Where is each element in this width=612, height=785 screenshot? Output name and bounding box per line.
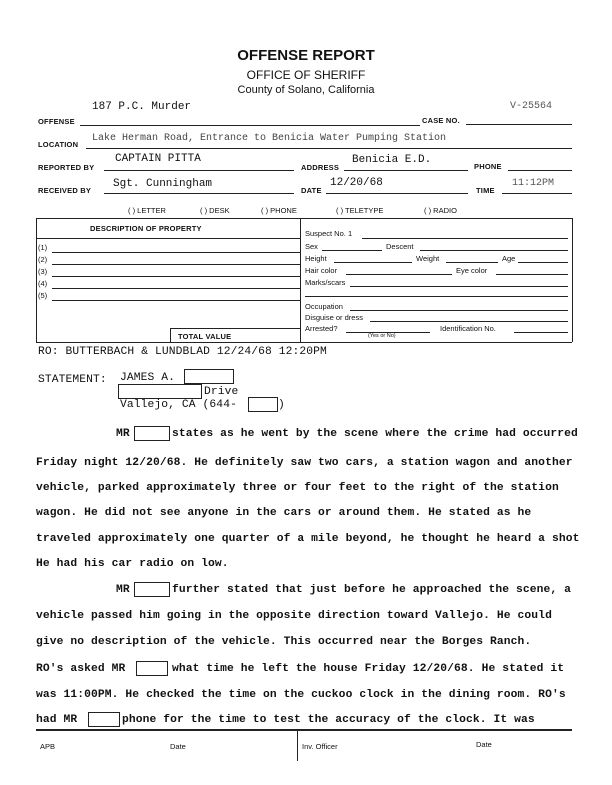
property-row-3: (3): [38, 267, 48, 276]
case-no-value: V-25564: [510, 101, 553, 112]
p1-line-4: wagon. He did not see anyone in the cars or around them. He stated as he: [36, 507, 532, 519]
received-by-label: RECEIVED BY: [38, 186, 92, 195]
statement-label: STATEMENT:: [38, 374, 107, 386]
address-label: ADDRESS: [301, 163, 340, 172]
suspect-disguise: Disguise or dress: [305, 313, 363, 322]
mr-prefix: MR: [116, 428, 130, 440]
p1-line-2: Friday night 12/20/68. He definitely saw two cars, a station wagon and another: [36, 457, 573, 469]
suspect-sex: Sex: [305, 242, 318, 251]
contact-desk: ( ) DESK: [200, 206, 230, 215]
ro-line: RO: BUTTERBACH & LUNDBLAD 12/24/68 12:20PM: [38, 346, 327, 358]
p3-line-2: was 11:00PM. He checked the time on the cuckoo clock in the dining room. RO's: [36, 689, 566, 701]
p3-line-1: what time he left the house Friday 12/20/68. He stated it: [172, 663, 565, 675]
property-heading: DESCRIPTION OF PROPERTY: [90, 224, 202, 233]
p2-line-2: vehicle passed him going in the opposite direction toward Vallejo. He could: [36, 610, 552, 622]
date-value: 12/20/68: [330, 177, 383, 189]
suspect-age: Age: [502, 254, 516, 263]
reported-by-label: REPORTED BY: [38, 163, 95, 172]
reported-by-value: CAPTAIN PITTA: [115, 153, 201, 165]
city-line-close: ): [278, 399, 285, 411]
contact-teletype: ( ) TELETYPE: [336, 206, 384, 215]
date-label: DATE: [301, 186, 322, 195]
footer-apb: APB: [40, 742, 56, 751]
phone-label: PHONE: [474, 162, 502, 171]
p1-line-6: He had his car radio on low.: [36, 558, 229, 570]
p1-line-1: states as he went by the scene where the crime had occurred: [172, 428, 578, 440]
suspect-occupation: Occupation: [305, 302, 343, 311]
redaction-box: [134, 582, 170, 597]
contact-letter: ( ) LETTER: [128, 206, 166, 215]
p1-line-5: traveled approximately one quarter of a mile beyond, he thought he heard a shot: [36, 533, 580, 545]
office-name: OFFICE OF SHERIFF: [246, 68, 366, 82]
yes-no-hint: (Yes or No): [368, 333, 396, 339]
location-label: LOCATION: [38, 140, 79, 149]
suspect-height: Height: [305, 254, 327, 263]
footer-inv-officer: Inv. Officer: [302, 742, 338, 751]
redaction-box: [136, 661, 168, 676]
mr-prefix: MR: [116, 584, 130, 596]
p3-line-3-prefix: had MR: [36, 714, 78, 726]
contact-radio: ( ) RADIO: [424, 206, 457, 215]
contact-phone: ( ) PHONE: [261, 206, 297, 215]
received-by-value: Sgt. Cunningham: [113, 178, 213, 190]
redaction-box: [184, 369, 234, 384]
time-label: TIME: [476, 186, 495, 195]
total-value-label: TOTAL VALUE: [178, 332, 232, 341]
time-value: 11:12PM: [512, 178, 555, 189]
redaction-box: [88, 712, 120, 727]
statement-name: JAMES A.: [120, 372, 176, 384]
property-row-1: (1): [38, 243, 48, 252]
property-row-4: (4): [38, 279, 48, 288]
case-no-label: CASE NO.: [422, 116, 460, 125]
redaction-box: [248, 397, 278, 412]
suspect-hair-color: Hair color: [305, 266, 338, 275]
suspect-arrested: Arrested?: [305, 324, 338, 333]
suspect-no: Suspect No. 1: [305, 229, 353, 238]
suspect-weight: Weight: [416, 254, 440, 263]
footer-date-2: Date: [476, 740, 492, 749]
offense-label: OFFENSE: [38, 117, 75, 126]
report-title: OFFENSE REPORT: [237, 47, 375, 64]
location-value: Lake Herman Road, Entrance to Benicia Water Pumping Station: [92, 133, 447, 144]
p1-line-3: vehicle, parked approximately three or four feet to the right of the station: [36, 482, 559, 494]
p2-line-3: give no description of the vehicle. This occurred near the Borges Ranch.: [36, 636, 532, 648]
property-row-5: (5): [38, 291, 48, 300]
city-line: Vallejo, CA (644-: [120, 399, 237, 411]
street-suffix: Drive: [204, 386, 239, 398]
offense-value: 187 P.C. Murder: [92, 101, 192, 113]
redaction-box: [118, 384, 202, 399]
redaction-box: [134, 426, 170, 441]
footer-date-1: Date: [170, 742, 186, 751]
county-name: County of Solano, California: [237, 84, 375, 96]
address-value: Benicia E.D.: [352, 154, 432, 166]
suspect-eye-color: Eye color: [456, 266, 488, 275]
p2-line-1: further stated that just before he approached the scene, a: [172, 584, 571, 596]
suspect-identification: Identification No.: [440, 324, 496, 333]
suspect-marks: Marks/scars: [305, 278, 346, 287]
property-row-2: (2): [38, 255, 48, 264]
p3-line-3: phone for the time to test the accuracy of the clock. It was: [122, 714, 535, 726]
p3-line-1-prefix: RO's asked MR: [36, 663, 126, 675]
suspect-descent: Descent: [386, 242, 414, 251]
